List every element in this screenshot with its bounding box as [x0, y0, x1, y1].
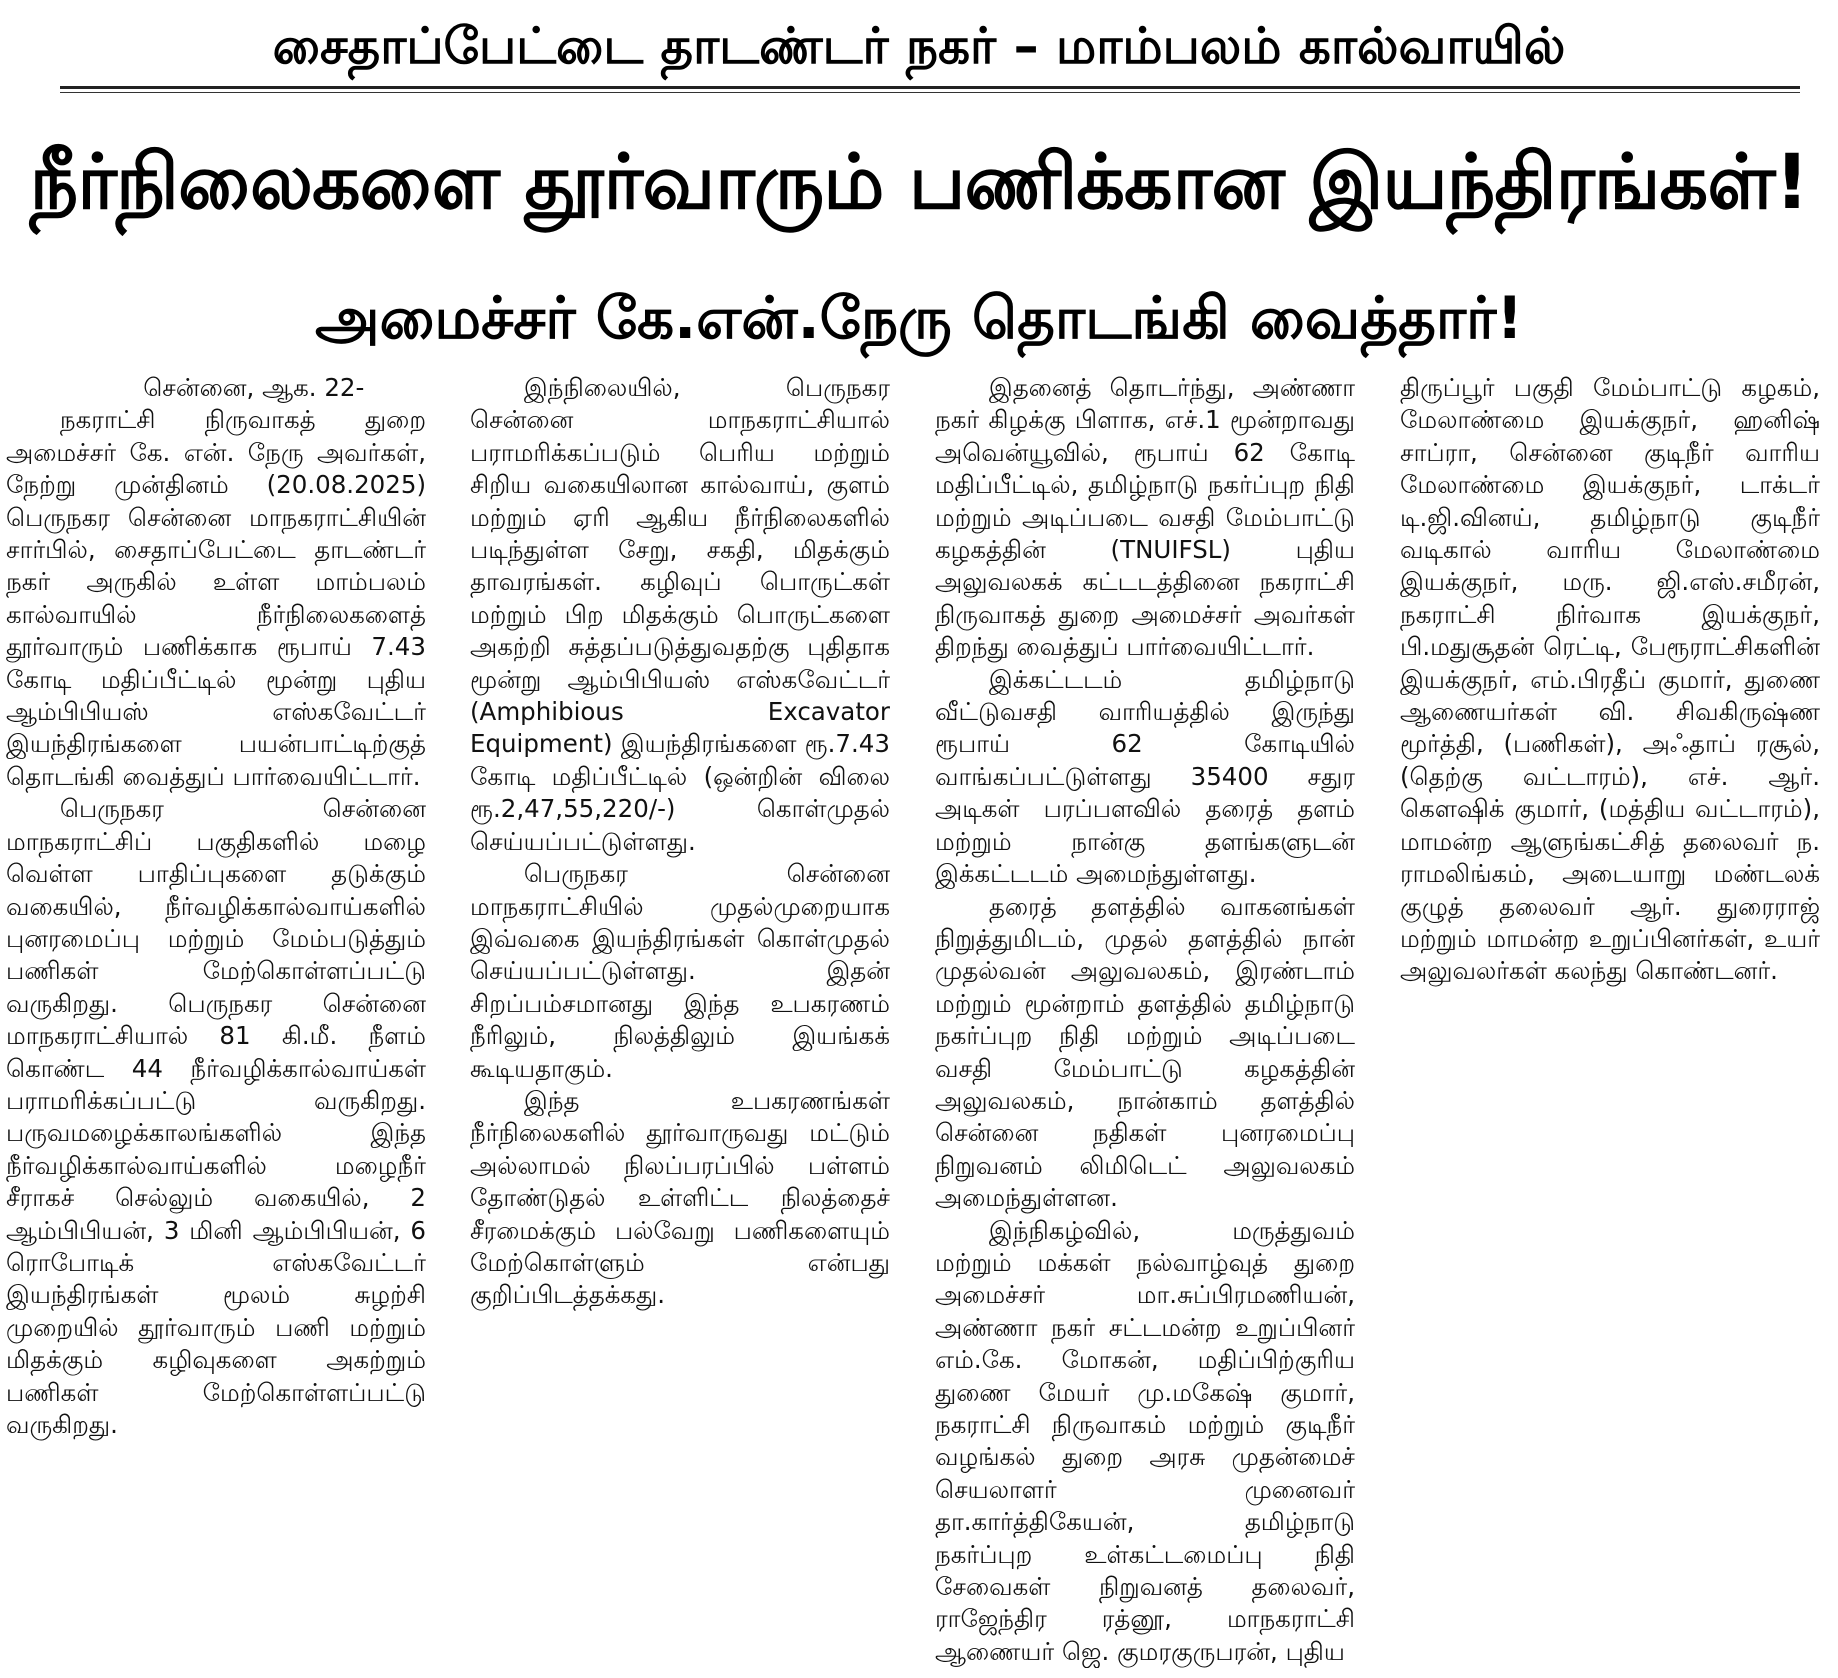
article-column-3 [935, 372, 1355, 1668]
article-paragraph: தரைத் தளத்தில் வாகனங்கள் நிறுத்துமிடம், முதல் தளத்தில் நான் முதல்வன் அலுவலகம், இரண்டாம் மற்றும் மூன்றாம் தளத்தில் தமிழ்நாடு நகர்ப்புற நிதி மற்றும் அடிப்படை வசதி மேம்பாட்டு கழகத்தின் அலுவலகம், நான்காம் தளத்தில் சென்னை நதிகள் புனரமைப்பு நிறுவனம் லிமிடெட் அலுவலகம் அமைந்துள்ளன. [935, 891, 1355, 1213]
article-paragraph-continued: திருப்பூர் பகுதி மேம்பாட்டு கழகம், மேலாண்மை இயக்குநர், ஹனிஷ் சாப்ரா, சென்னை குடிநீர் வாரிய மேலாண்மை இயக்குநர், டாக்டர் டி.ஜி.வினய், தமிழ்நாடு குடிநீர் வடிகால் வாரிய மேலாண்மை இயக்குநர், மரு. ஜி.எஸ்.சமீரன், நகராட்சி நிர்வாக இயக்குநர், பி.மதுசூதன் ரெட்டி, பேரூராட்சிகளின் இயக்குநர், எம்.பிரதீப் குமார், துணை ஆணையர்கள் வி. சிவகிருஷ்ண மூர்த்தி, (பணிகள்), அஃதாப் ரசூல், (தெற்கு வட்டாரம்), எச். ஆர். கௌஷிக் குமார், (மத்திய வட்டாரம்), மாமன்ற ஆளுங்கட்சித் தலைவர் ந. ராமலிங்கம், அடையாறு மண்டலக் குழுத் தலைவர் ஆர். துரைராஜ் மற்றும் மாமன்ற உறுப்பினர்கள், உயர் அலுவலர்கள் கலந்து கொண்டனர். [1400, 373, 1820, 986]
article-paragraph: இந்நிலையில், பெருநகர சென்னை மாநகராட்சியால் பராமரிக்கப்படும் பெரிய மற்றும் சிறிய வகையிலான கால்வாய், குளம் மற்றும் ஏரி ஆகிய நீர்நிலைகளில் படிந்துள்ள சேறு, சகதி, மிதக்கும் தாவரங்கள். கழிவுப் பொருட்கள் மற்றும் பிற மிதக்கும் பொருட்களை அகற்றி சுத்தப்படுத்துவதற்கு புதிதாக மூன்று ஆம்பிபியஸ் எஸ்கவேட்டர் (Amphibious Excavator Equipment) இயந்திரங்களை ரூ.7.43 கோடி மதிப்பீட்டில் (ஒன்றின் விலை ரூ.2,47,55,220/-) கொள்முதல் செய்யப்பட்டுள்ளது. [470, 373, 890, 856]
sub-headline: அமைச்சர் கே.என்.நேரு தொடங்கி வைத்தார்! [315, 284, 1523, 352]
article-paragraph: இந்த உபகரணங்கள் நீர்நிலைகளில் தூர்வாருவது மட்டும் அல்லாமல் நிலப்பரப்பில் பள்ளம் தோண்டுதல் உள்ளிட்ட நிலத்தைச் சீரமைக்கும் பல்வேறு பணிகளையும் மேற்கொள்ளும் என்பது குறிப்பிடத்தக்கது. [470, 1085, 890, 1310]
article-column-2 [470, 372, 890, 1668]
article-paragraph: பெருநகர சென்னை மாநகராட்சிப் பகுதிகளில் மழை வெள்ள பாதிப்புகளை தடுக்கும் வகையில், நீர்வழிக்கால்வாய்களில் புனரமைப்பு மற்றும் மேம்படுத்தும் பணிகள் மேற்கொள்ளப்பட்டு வருகிறது. பெருநகர சென்னை மாநகராட்சியால் 81 கி.மீ. நீளம் கொண்ட 44 நீர்வழிக்கால்வாய்கள் பராமரிக்கப்பட்டு வருகிறது. பருவமழைக்காலங்களில் இந்த நீர்வழிக்கால்வாய்களில் மழைநீர் சீராகச் செல்லும் வகையில், 2 ஆம்பிபியன், 3 மினி ஆம்பிபியன், 6 ரொபோடிக் எஸ்கவேட்டர் இயந்திரங்கள் மூலம் சுழற்சி முறையில் தூர்வாரும் பணி மற்றும் மிதக்கும் கழிவுகளை அகற்றும் பணிகள் மேற்கொள்ளப்பட்டு வருகிறது. [6, 794, 426, 1439]
article-paragraph: இந்நிகழ்வில், மருத்துவம் மற்றும் மக்கள் நல்வாழ்வுத் துறை அமைச்சர் மா.சுப்பிரமணியன், அண்ணா நகர் சட்டமன்ற உறுப்பினர் எம்.கே. மோகன், மதிப்பிற்குரிய துணை மேயர் மு.மகேஷ் குமார், நகராட்சி நிருவாகம் மற்றும் குடிநீர் வழங்கல் துறை அரசு முதன்மைச் செயலாளர் முனைவர் தா.கார்த்திகேயன், தமிழ்நாடு நகர்ப்புற உள்கட்டமைப்பு நிதி சேவைகள் நிறுவனத் தலைவர், ராஜேந்திர ரத்னூ, மாநகராட்சி ஆணையர் ஜெ. குமரகுருபரன், புதிய [935, 1215, 1355, 1666]
kicker-heading: சைதாப்பேட்டை தாடண்டர் நகர் – மாம்பலம் கால்வாயில் [272, 17, 1566, 75]
article-paragraph: இதனைத் தொடர்ந்து, அண்ணா நகர் கிழக்கு பிளாக, எச்.1 மூன்றாவது அவென்யூவில், ரூபாய் 62 கோடி மதிப்பீட்டில், தமிழ்நாடு நகர்ப்புற நிதி மற்றும் அடிப்படை வசதி மேம்பாட்டு கழகத்தின் (TNUIFSL) புதிய அலுவலகக் கட்டடத்தினை நகராட்சி நிருவாகத் துறை அமைச்சர் அவர்கள் திறந்து வைத்துப் பார்வையிட்டார். [935, 373, 1355, 662]
article-paragraph: இக்கட்டடம் தமிழ்நாடு வீட்டுவசதி வாரியத்தில் இருந்து ரூபாய் 62 கோடியில் வாங்கப்பட்டுள்ளது 35400 சதுர அடிகள் பரப்பளவில் தரைத் தளம் மற்றும் நான்கு தளங்களுடன் இக்கட்டடம் அமைந்துள்ளது. [935, 664, 1355, 889]
dateline: சென்னை, ஆக. 22- [143, 373, 365, 402]
header-rule-thin [60, 92, 1800, 93]
main-headline: நீர்நிலைகளை தூர்வாரும் பணிக்கான இயந்திரங்கள்! [29, 137, 1809, 226]
article-column-4 [1400, 372, 1820, 1668]
header-rule-thick [60, 86, 1800, 89]
article-paragraph: நகராட்சி நிருவாகத் துறை அமைச்சர் கே. என். நேரு அவர்கள், நேற்று முன்தினம் (20.08.2025) பெருநகர சென்னை மாநகராட்சியின் சார்பில், சைதாப்பேட்டை தாடண்டர் நகர் அருகில் உள்ள மாம்பலம் கால்வாயில் நீர்நிலைகளைத் தூர்வாரும் பணிக்காக ரூபாய் 7.43 கோடி மதிப்பீட்டில் மூன்று புதிய ஆம்பிபியஸ் எஸ்கவேட்டர் இயந்திரங்களை பயன்பாட்டிற்குத் தொடங்கி வைத்துப் பார்வையிட்டார். [6, 405, 426, 791]
article-paragraph: பெருநகர சென்னை மாநகராட்சியில் முதல்முறையாக இவ்வகை இயந்திரங்கள் கொள்முதல் செய்யப்பட்டுள்ளது. இதன் சிறப்பம்சமானது இந்த உபகரணம் நீரிலும், நிலத்திலும் இயங்கக் கூடியதாகும். [470, 859, 890, 1083]
article-column-1 [6, 372, 426, 1668]
